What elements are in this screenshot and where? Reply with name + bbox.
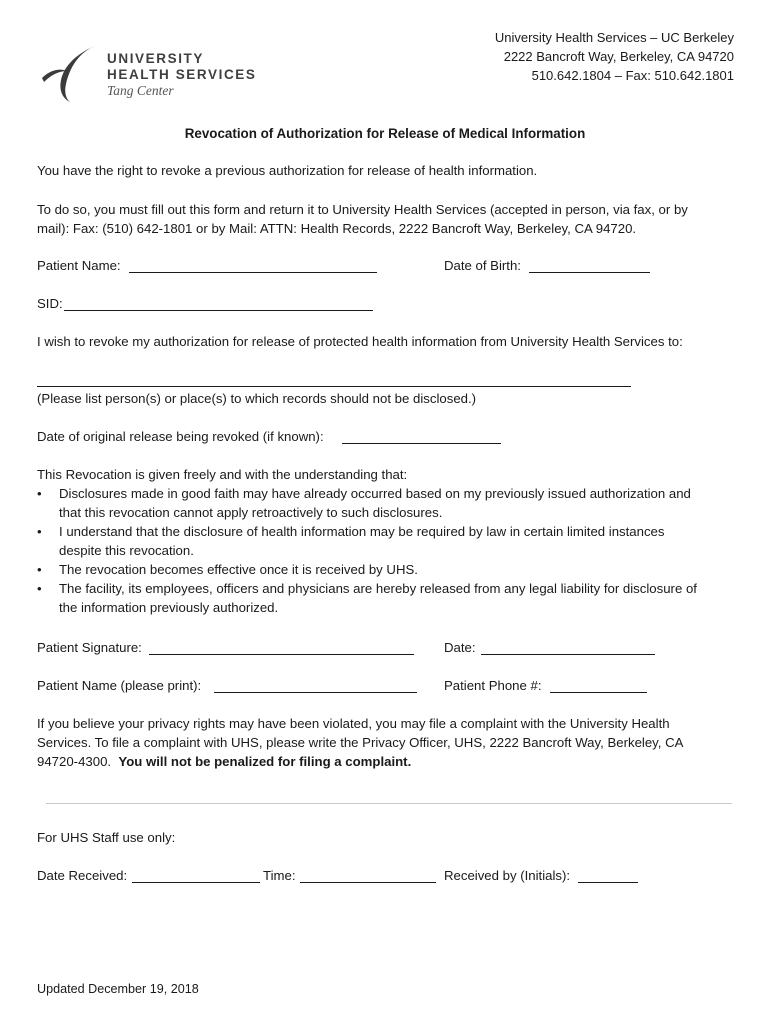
patient-phone-field[interactable] — [550, 692, 647, 693]
logo-line-2: HEALTH SERVICES — [107, 67, 257, 82]
patient-phone-label: Patient Phone #: — [444, 678, 542, 693]
list-item: • Disclosures made in good faith may have already occurred based on my previously issued authorization and that this revocation cannot apply retroactively to such disclosures. — [37, 486, 691, 520]
updated-date: Updated December 19, 2018 — [37, 982, 199, 996]
recipients-note: (Please list person(s) or place(s) to which records should not be disclosed.) — [37, 391, 477, 406]
date-field[interactable] — [481, 654, 655, 655]
patient-name-print-field[interactable] — [214, 692, 417, 693]
date-received-field[interactable] — [132, 882, 260, 883]
date-label: Date: — [444, 640, 476, 655]
understanding-list — [37, 484, 747, 617]
list-item: • The revocation becomes effective once it is received by UHS. — [37, 562, 418, 577]
revoke-statement: I wish to revoke my authorization for release of protected health information from University Health Services to: — [37, 334, 683, 349]
instructions-line-1: To do so, you must fill out this form and return it to University Health Services (accepted in person, via fax, or by — [37, 202, 688, 217]
received-by-field[interactable] — [578, 882, 638, 883]
sid-label: SID: — [37, 296, 63, 311]
bullet-icon: • — [37, 524, 42, 539]
staff-divider — [46, 803, 732, 804]
address-line-1: University Health Services – UC Berkeley — [494, 30, 734, 45]
address-line-2: 2222 Bancroft Way, Berkeley, CA 94720 — [503, 49, 734, 64]
logo-line-1: UNIVERSITY — [107, 51, 205, 66]
recipients-field[interactable] — [37, 386, 631, 387]
address-line-3: 510.642.1804 – Fax: 510.642.1801 — [531, 68, 734, 83]
original-release-date-label: Date of original release being revoked (if known): — [37, 429, 324, 444]
time-field[interactable] — [300, 882, 436, 883]
date-of-birth-label: Date of Birth: — [444, 258, 521, 273]
patient-name-label: Patient Name: — [37, 258, 121, 273]
intro-text: You have the right to revoke a previous authorization for release of health information. — [37, 163, 538, 178]
no-penalty-statement: You will not be penalized for filing a complaint. — [118, 754, 412, 769]
instructions-line-2: mail): Fax: (510) 642-1801 or by Mail: ATTN: Health Records, 2222 Bancroft Way, Berkeley, CA 94720. — [37, 221, 637, 236]
list-item: • I understand that the disclosure of health information may be required by law in certain limited instances despite this revocation. — [37, 524, 665, 558]
logo-mark-icon — [40, 44, 102, 104]
understanding-intro: This Revocation is given freely and with the understanding that: — [37, 467, 408, 482]
staff-heading: For UHS Staff use only: — [37, 830, 176, 845]
logo-line-3: Tang Center — [107, 83, 174, 98]
form-title: Revocation of Authorization for Release of Medical Information — [184, 126, 586, 141]
sid-field[interactable] — [64, 310, 373, 311]
header-address — [495, 28, 734, 85]
complaint-line-3: 94720-4300. You will not be penalized for filing a complaint. — [37, 754, 412, 769]
patient-signature-field[interactable] — [149, 654, 414, 655]
list-item: • The facility, its employees, officers and physicians are hereby released from any legal liability for disclosure of the information previously authorized. — [37, 581, 697, 615]
patient-name-print-label: Patient Name (please print): — [37, 678, 202, 693]
date-of-birth-field[interactable] — [529, 272, 650, 273]
bullet-icon: • — [37, 581, 42, 596]
received-by-label: Received by (Initials): — [444, 868, 571, 883]
time-label: Time: — [263, 868, 296, 883]
date-received-label: Date Received: — [37, 868, 128, 883]
uhs-logo — [40, 44, 270, 104]
bullet-icon: • — [37, 486, 42, 501]
patient-name-field[interactable] — [129, 272, 377, 273]
complaint-line-2: Services. To file a complaint with UHS, please write the Privacy Officer, UHS, 2222 Bancroft Way, Berkeley, CA — [37, 735, 684, 750]
patient-signature-label: Patient Signature: — [37, 640, 142, 655]
bullet-icon: • — [37, 562, 42, 577]
original-release-date-field[interactable] — [342, 443, 501, 444]
complaint-line-1: If you believe your privacy rights may have been violated, you may file a complaint with the University Health — [37, 716, 670, 731]
